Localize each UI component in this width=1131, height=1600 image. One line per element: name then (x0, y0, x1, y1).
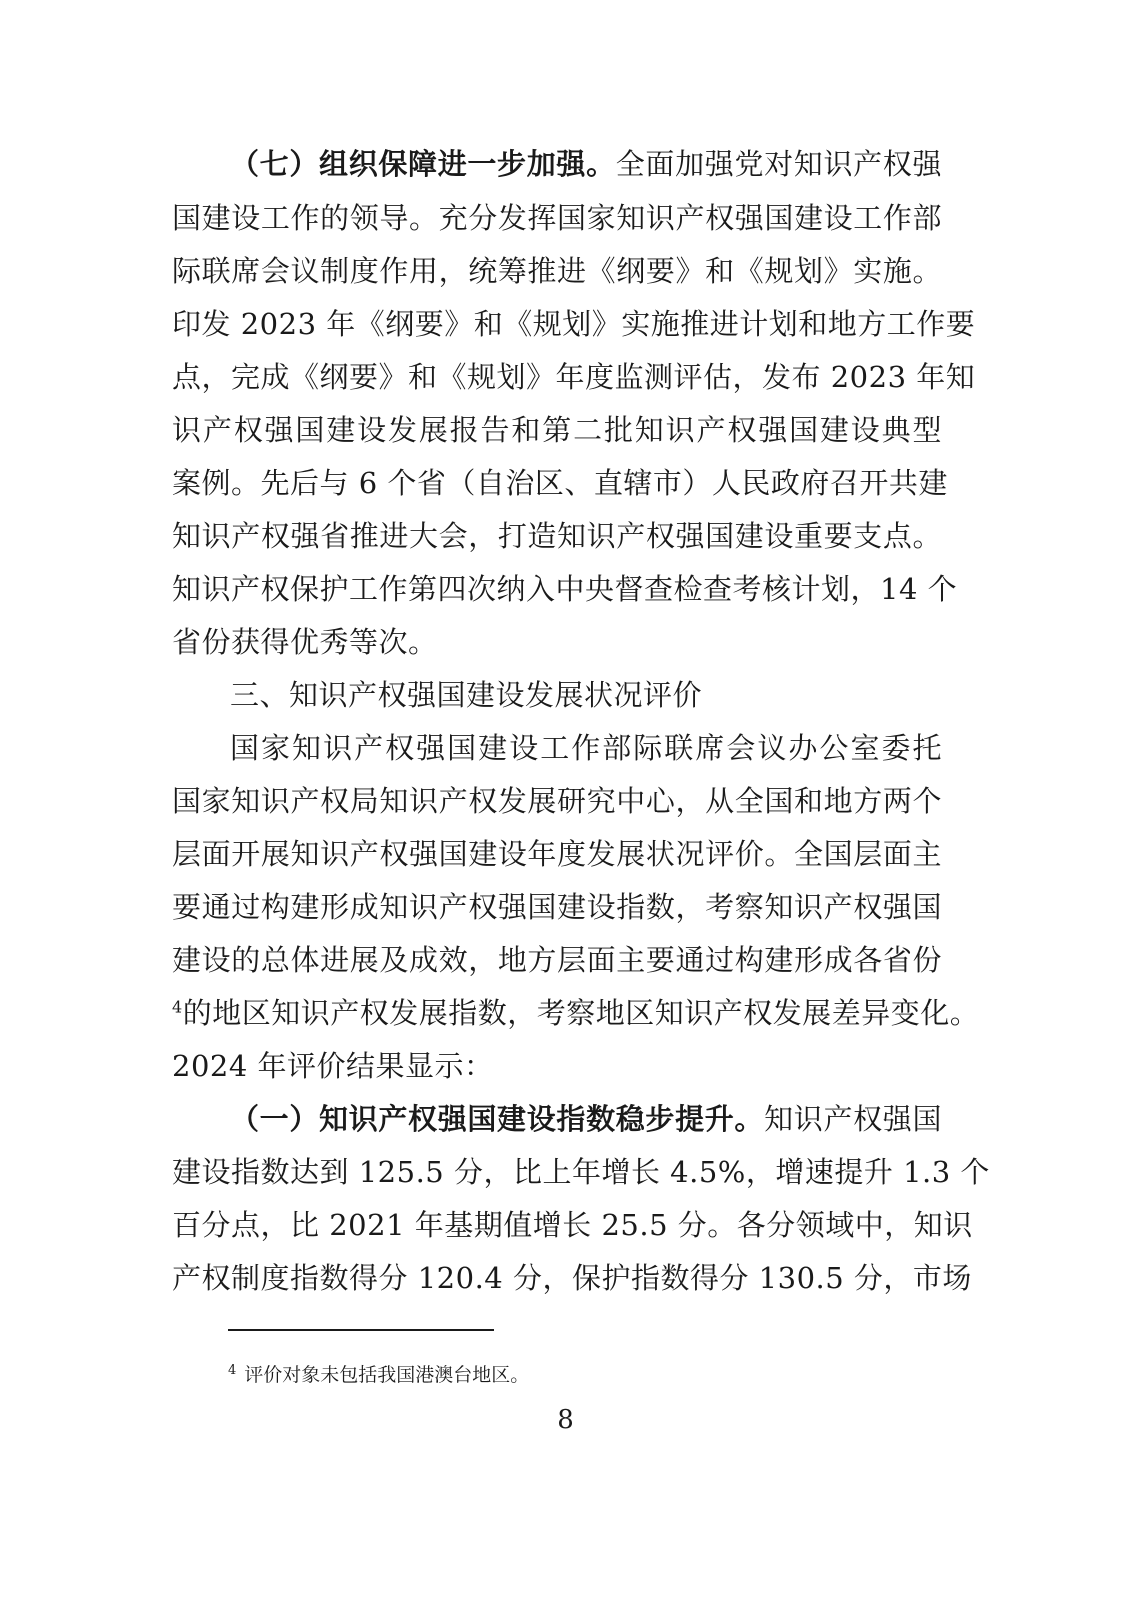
paragraph-line: 2024 年评价结果显示： (172, 1049, 494, 1083)
paragraph-line: 知识产权保护工作第四次纳入中央督查检查考核计划，14 个 (172, 572, 958, 606)
paragraph-line: 案例。先后与 6 个省（自治区、直辖市）人民政府召开共建 (172, 466, 948, 500)
paragraph-line: 际联席会议制度作用，统筹推进《纲要》和《规划》实施。 (172, 254, 942, 288)
paragraph-line: （一）知识产权强国建设指数稳步提升。知识产权强国 (230, 1102, 942, 1136)
paragraph-line: 国家知识产权强国建设工作部际联席会议办公室委托 (230, 731, 942, 765)
paragraph-line: 国建设工作的领导。充分发挥国家知识产权强国建设工作部 (172, 201, 942, 235)
paragraph-line: 点，完成《纲要》和《规划》年度监测评估，发布 2023 年知 (172, 360, 976, 394)
paragraph-line: （七）组织保障进一步加强。全面加强党对知识产权强 (230, 147, 942, 181)
footnote-text: 评价对象未包括我国港澳台地区。 (244, 1364, 530, 1386)
paragraph-line: 产权制度指数得分 120.4 分，保护指数得分 130.5 分，市场 (172, 1261, 972, 1295)
page-number: 8 (557, 1405, 574, 1435)
paragraph-line: 要通过构建形成知识产权强国建设指数，考察知识产权强国 (172, 890, 942, 924)
paragraph-line: 建设指数达到 125.5 分，比上年增长 4.5%，增速提升 1.3 个 (172, 1155, 990, 1189)
paragraph-line: $^4$的地区知识产权发展指数，考察地区知识产权发展差异变化。 (172, 996, 980, 1030)
section-heading: 三、知识产权强国建设发展状况评价 (230, 678, 703, 712)
paragraph-line: 国家知识产权局知识产权发展研究中心，从全国和地方两个 (172, 784, 942, 818)
section-heading-inline: （七）组织保障进一步加强。 (230, 147, 616, 181)
paragraph-line: 知识产权强省推进大会，打造知识产权强国建设重要支点。 (172, 519, 942, 553)
footnote-reference[interactable]: 4 (172, 997, 183, 1017)
paragraph-line: 识产权强国建设发展报告和第二批知识产权强国建设典型 (172, 413, 942, 447)
paragraph-line: 建设的总体进展及成效，地方层面主要通过构建形成各省份 (172, 943, 942, 977)
paragraph-line: 层面开展知识产权强国建设年度发展状况评价。全国层面主 (172, 837, 942, 871)
footnote (228, 1362, 529, 1388)
section-heading-inline: （一）知识产权强国建设指数稳步提升。 (230, 1102, 765, 1136)
paragraph-line: 百分点，比 2021 年基期值增长 25.5 分。各分领域中，知识 (172, 1208, 973, 1242)
footnote-mark: 4 (228, 1362, 237, 1378)
paragraph-line: 印发 2023 年《纲要》和《规划》实施推进计划和地方工作要 (172, 307, 976, 341)
paragraph-line: 省份获得优秀等次。 (172, 625, 438, 659)
footnote-divider (228, 1329, 494, 1331)
